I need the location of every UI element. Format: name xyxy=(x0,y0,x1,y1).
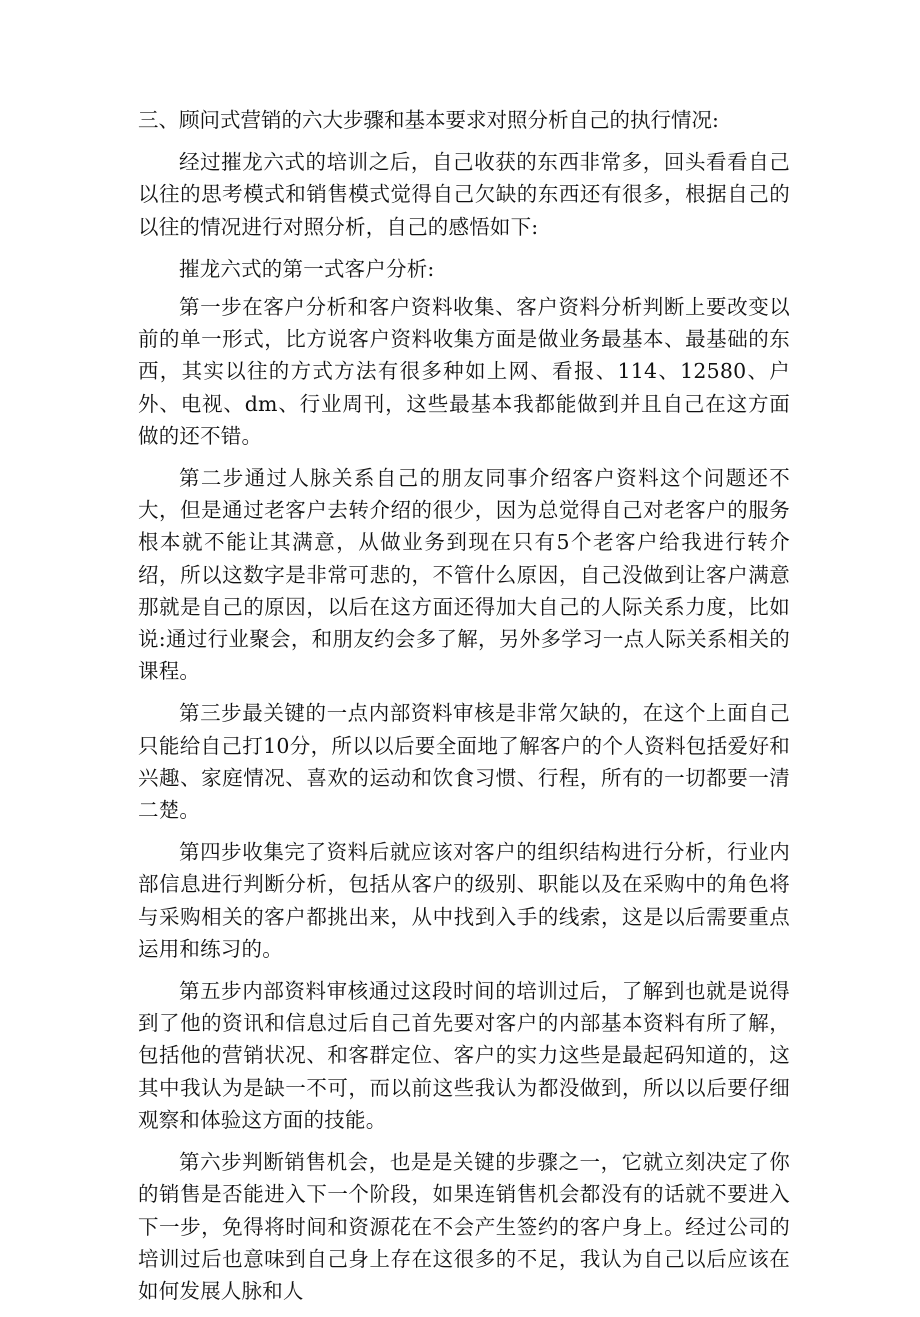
paragraph-step-1: 第一步在客户分析和客户资料收集、客户资料分析判断上要改变以前的单一形式，比方说客户资料收集方面是做业务最基本、最基础的东西，其实以往的方式方法有很多种如上网、看报、114、12580、户外、电视、dm、行业周刊，这些最基本我都能做到并且自己在这方面做的还不错。 xyxy=(138,295,790,448)
paragraph-step-2: 第二步通过人脉关系自己的朋友同事介绍客户资料这个问题还不大，但是通过老客户去转介绍的很少，因为总觉得自己对老客户的服务根本就不能让其满意，从做业务到现在只有5个老客户给我进行转介绍，所以这数字是非常可悲的，不管什么原因，自己没做到让客户满意那就是自己的原因，以后在这方面还得加大自己的人际关系力度，比如说:通过行业聚会，和朋友约会多了解，另外多学习一点人际关系相关的课程。 xyxy=(138,466,790,684)
paragraph-intro: 经过摧龙六式的培训之后，自己收获的东西非常多，回头看看自己以往的思考模式和销售模式觉得自己欠缺的东西还有很多，根据自己的以往的情况进行对照分析，自己的感悟如下: xyxy=(138,150,790,239)
paragraph-step-4: 第四步收集完了资料后就应该对客户的组织结构进行分析，行业内部信息进行判断分析，包括从客户的级别、职能以及在采购中的角色将与采购相关的客户都挑出来，从中找到入手的线索，这是以后需要重点运用和练习的。 xyxy=(138,840,790,961)
section-heading: 三、顾问式营销的六大步骤和基本要求对照分析自己的执行情况: xyxy=(138,108,719,132)
paragraph-step-5: 第五步内部资料审核通过这段时间的培训过后，了解到也就是说得到了他的资讯和信息过后自己首先要对客户的内部基本资料有所了解，包括他的营销状况、和客群定位、客户的实力这些是最起码知道的，这其中我认为是缺一不可，而以前这些我认为都没做到，所以以后要仔细观察和体验这方面的技能。 xyxy=(138,979,790,1132)
paragraph-step-6: 第六步判断销售机会，也是是关键的步骤之一，它就立刻决定了你的销售是否能进入下一个阶段，如果连销售机会都没有的话就不要进入下一步，免得将时间和资源花在不会产生签约的客户身上。经过公司的培训过后也意味到自己身上存在这很多的不足，我认为自己以后应该在如何发展人脉和人 xyxy=(138,1150,790,1303)
paragraph-subheading: 摧龙六式的第一式客户分析: xyxy=(179,256,435,281)
document-page xyxy=(138,104,790,1317)
paragraph-step-3: 第三步最关键的一点内部资料审核是非常欠缺的，在这个上面自己只能给自己打10分，所以以后要全面地了解客户的个人资料包括爱好和兴趣、家庭情况、喜欢的运动和饮食习惯、行程，所有的一切都要一清二楚。 xyxy=(138,701,790,823)
